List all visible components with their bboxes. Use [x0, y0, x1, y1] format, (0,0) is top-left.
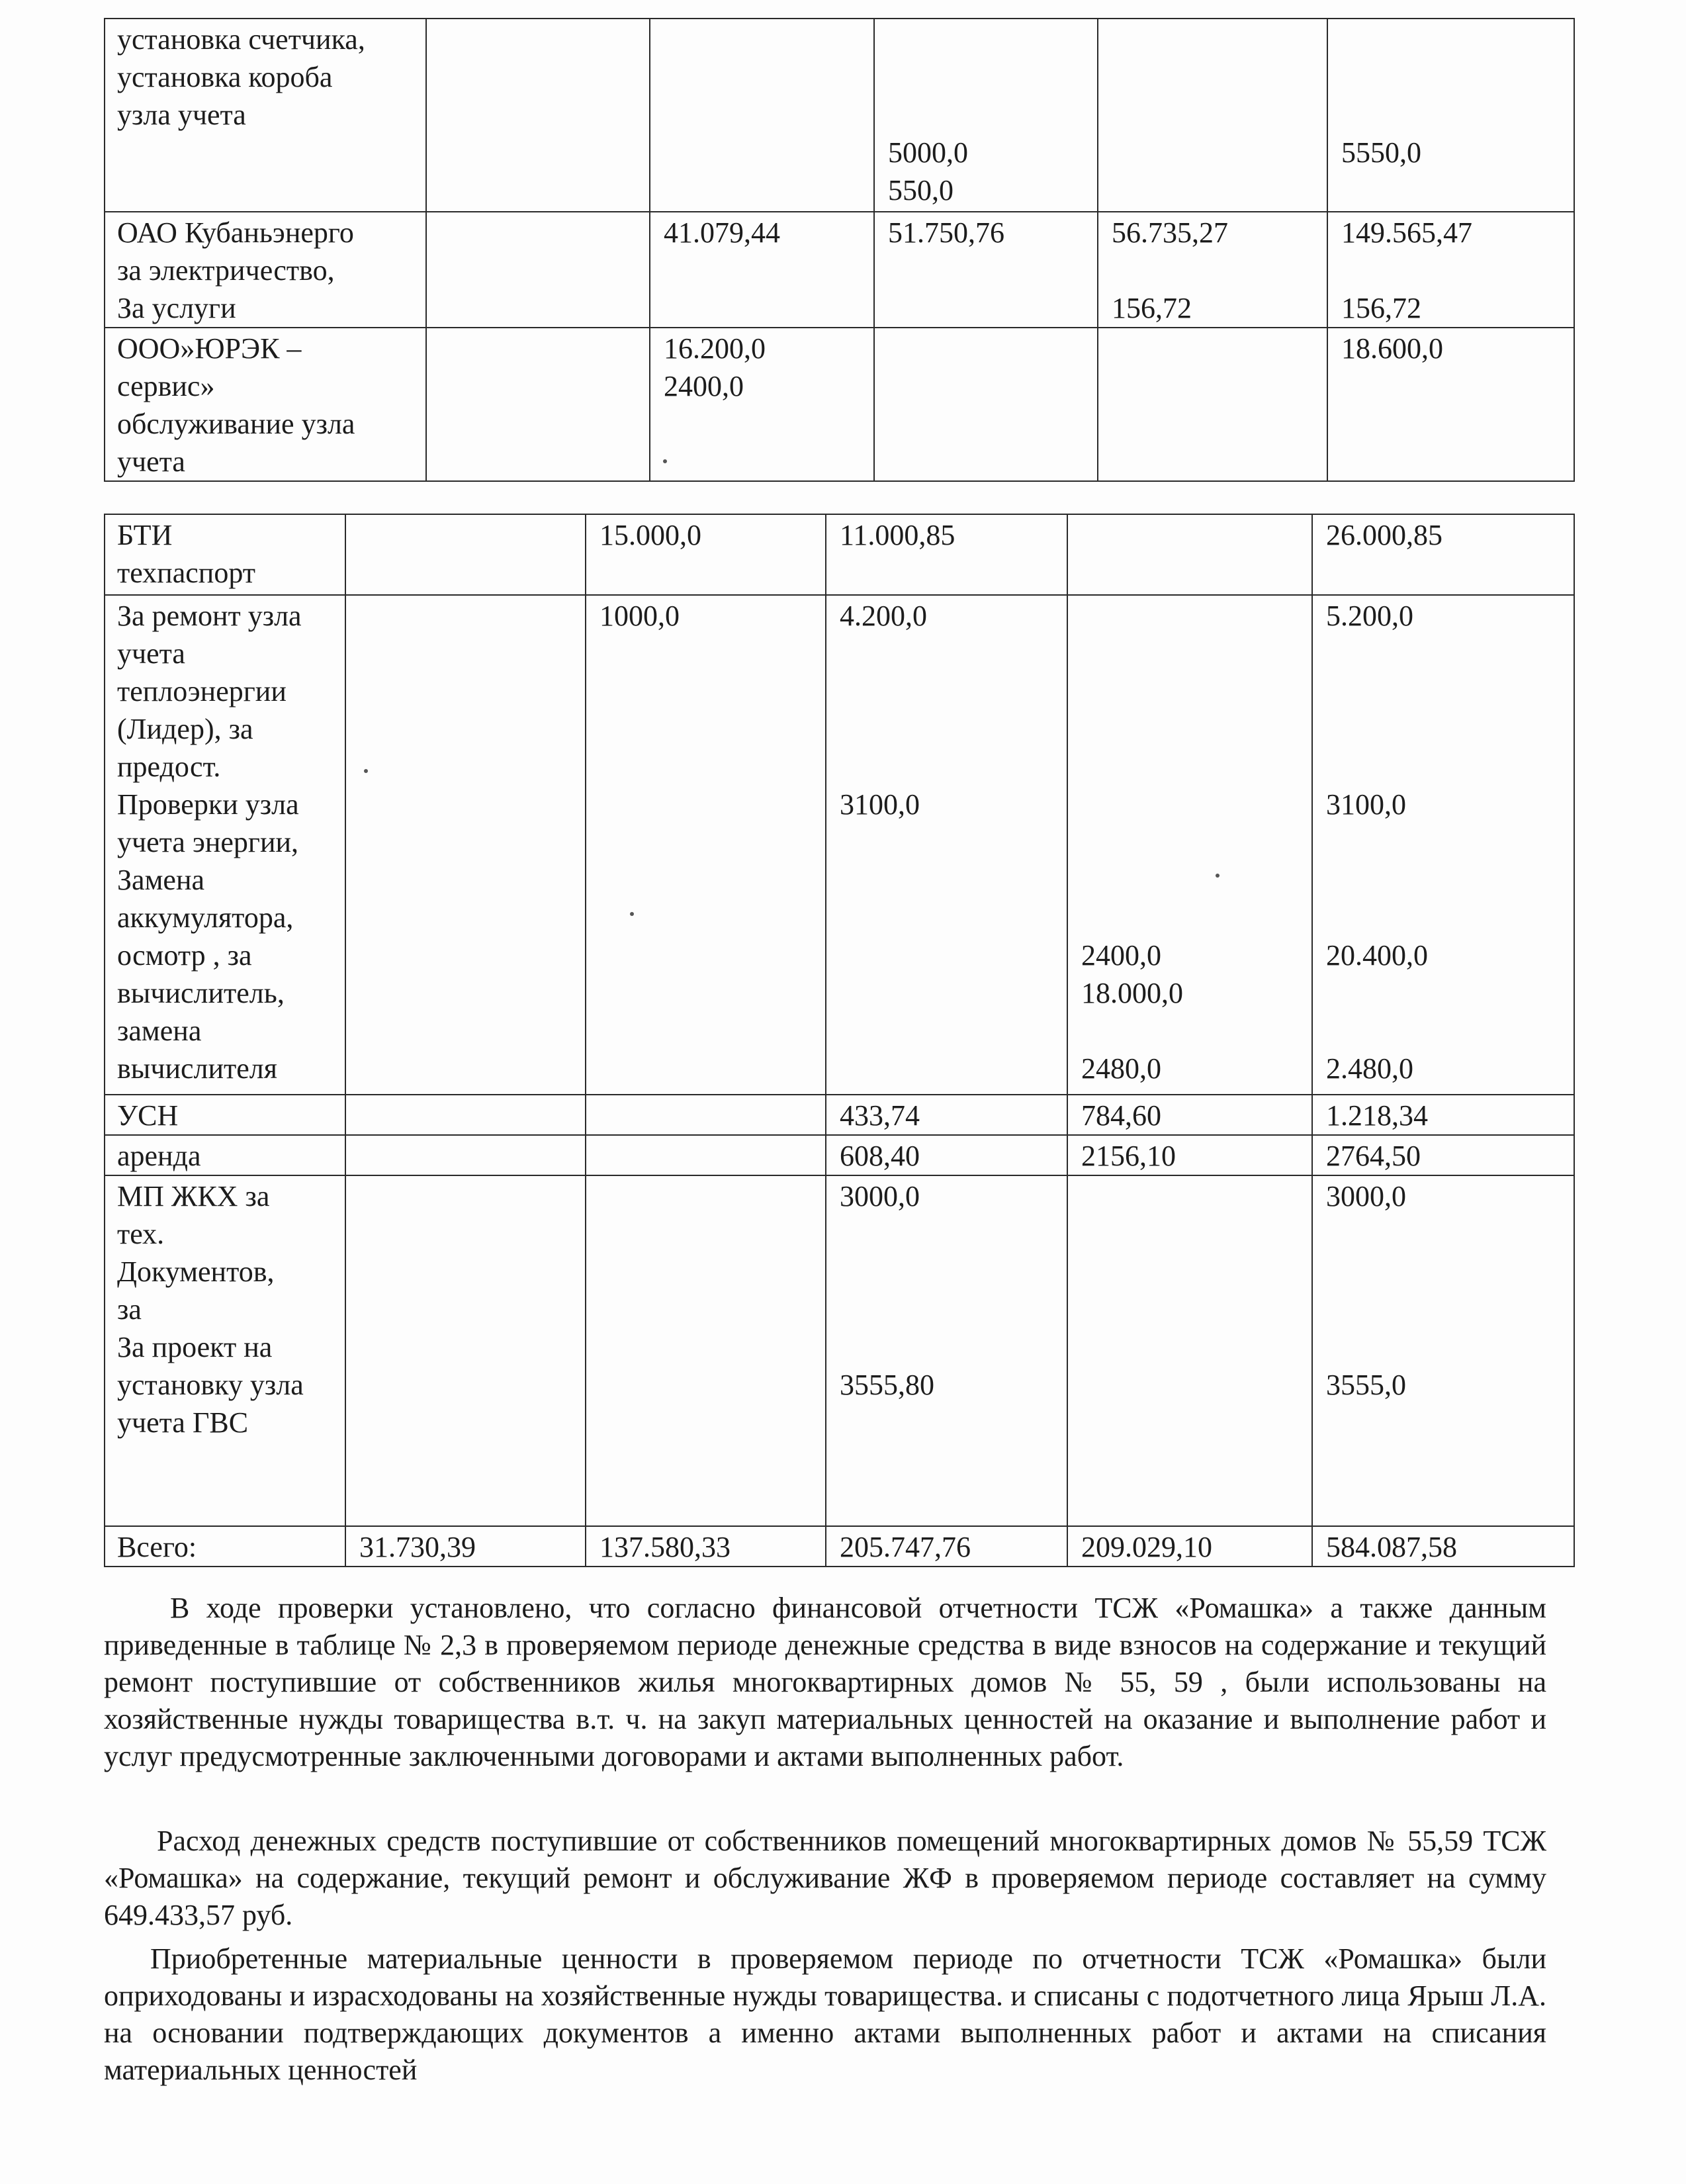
paragraph-findings: В ходе проверки установлено, что согласно финансовой отчетности ТСЖ «Ромашка» а также данным приведенные в таблице № 2,3 в проверяемом периоде денежные средства в виде взносов на содержание и текущий ремонт поступившие от собственников жилья многоквартирных домов № 55, 59 , были использованы на хозяйственные нужды товарищества в.т. ч. на закуп материальных ценностей на оказание и выполнение работ и услуг предусмотренные заключенными договорами и актами выполненных работ.	[104, 1592, 1546, 1772]
cell-value: 1000,0	[586, 595, 826, 1095]
cell-value	[586, 1175, 826, 1526]
cell-value	[426, 212, 650, 328]
cell-value	[586, 1095, 826, 1135]
scan-speck	[630, 912, 634, 916]
cell-value: 2400,0 18.000,0 2480,0	[1067, 595, 1312, 1095]
cell-value: 3000,0 3555,0	[1312, 1175, 1574, 1526]
cell-value: 433,74	[826, 1095, 1067, 1135]
cell-value: 1.218,34	[1312, 1095, 1574, 1135]
cell-value	[650, 19, 874, 212]
table-row	[105, 595, 1574, 1095]
row-label: установка счетчика, установка короба узла учета	[105, 19, 426, 212]
expense-table	[104, 514, 1575, 1567]
cell-value: 18.600,0	[1327, 328, 1574, 481]
table-row	[105, 1175, 1574, 1526]
cell-value: 205.747,76	[826, 1526, 1067, 1567]
cell-value: 16.200,0 2400,0	[650, 328, 874, 481]
row-label: Всего:	[105, 1526, 345, 1567]
cell-value: 2156,10	[1067, 1135, 1312, 1175]
row-label: аренда	[105, 1135, 345, 1175]
cell-value: 784,60	[1067, 1095, 1312, 1135]
cell-value: 4.200,0 3100,0	[826, 595, 1067, 1095]
scan-speck	[364, 769, 368, 773]
cell-value	[345, 595, 586, 1095]
scan-speck	[663, 459, 667, 463]
row-label: ООО»ЮРЭК – сервис» обслуживание узла учета	[105, 328, 426, 481]
cell-value: 5.200,0 3100,0 20.400,0 2.480,0	[1312, 595, 1574, 1095]
table-row	[105, 514, 1574, 595]
cell-value	[345, 514, 586, 595]
scan-speck	[1216, 874, 1220, 878]
cell-value: 15.000,0	[586, 514, 826, 595]
cell-value	[345, 1175, 586, 1526]
cell-value	[874, 328, 1098, 481]
table-row	[105, 212, 1574, 328]
row-label: МП ЖКХ за тех. Документов, за За проект на установку узла учета ГВС	[105, 1175, 345, 1526]
cell-value: 137.580,33	[586, 1526, 826, 1567]
cell-value	[345, 1135, 586, 1175]
row-label: УСН	[105, 1095, 345, 1135]
cell-value	[1098, 328, 1327, 481]
row-label: БТИ техпаспорт	[105, 514, 345, 595]
cell-value	[586, 1135, 826, 1175]
cell-value: 26.000,85	[1312, 514, 1574, 595]
cell-value	[1067, 514, 1312, 595]
table-row	[105, 19, 1574, 212]
cell-value: 11.000,85	[826, 514, 1067, 595]
cell-value	[1067, 1175, 1312, 1526]
cell-value	[426, 19, 650, 212]
table-row	[105, 328, 1574, 481]
cell-value: 149.565,47 156,72	[1327, 212, 1574, 328]
paragraph-materials: Приобретенные материальные ценности в проверяемом периоде по отчетности ТСЖ «Ромашка» были оприходованы и израсходованы на хозяйственные нужды товарищества. и списаны с подотчетного лица Ярыш Л.А. на основании подтверждающих документов а именно актами выполненных работ и актами на списания материальных ценностей	[104, 1942, 1546, 2086]
cell-value: 31.730,39	[345, 1526, 586, 1567]
cell-value: 209.029,10	[1067, 1526, 1312, 1567]
cell-value: 5550,0	[1327, 19, 1574, 212]
paragraph-expense-total: Расход денежных средств поступившие от собственников помещений многоквартирных домов № 55,59 ТСЖ «Ромашка» на содержание, текущий ремонт и обслуживание ЖФ в проверяемом периоде составляет на сумму 649.433,57 руб.	[104, 1825, 1546, 1931]
cell-value	[426, 328, 650, 481]
cell-value: 3000,0 3555,80	[826, 1175, 1067, 1526]
cell-value	[1098, 19, 1327, 212]
cell-value: 2764,50	[1312, 1135, 1574, 1175]
cell-value: 51.750,76	[874, 212, 1098, 328]
cell-value	[345, 1095, 586, 1135]
cell-value: 584.087,58	[1312, 1526, 1574, 1567]
row-label: За ремонт узла учета теплоэнергии (Лидер), за предост. Проверки узла учета энергии, Замена аккумулятора, осмотр , за вычислитель, замена вычислителя	[105, 595, 345, 1095]
row-label: ОАО Кубаньэнерго за электричество, За услуги	[105, 212, 426, 328]
table-row	[105, 1095, 1574, 1135]
cell-value: 41.079,44	[650, 212, 874, 328]
cell-value: 56.735,27 156,72	[1098, 212, 1327, 328]
cell-value: 5000,0 550,0	[874, 19, 1098, 212]
totals-row	[105, 1526, 1574, 1567]
table-row	[105, 1135, 1574, 1175]
cell-value: 608,40	[826, 1135, 1067, 1175]
expense-table-continuation	[104, 18, 1575, 482]
